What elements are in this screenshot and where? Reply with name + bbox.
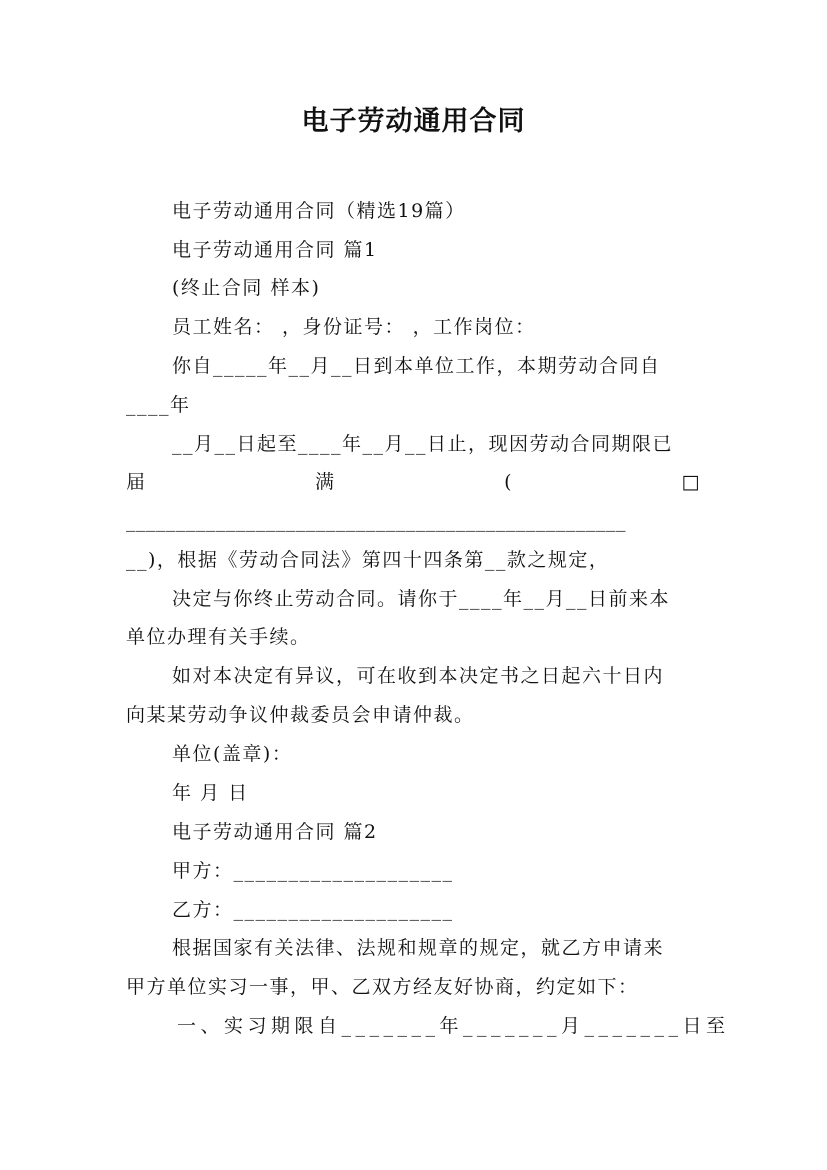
paragraph-line: 根据国家有关法律、法规和规章的规定，就乙方申请来: [172, 937, 665, 959]
paragraph-line: 电子劳动通用合同 篇2: [172, 821, 378, 843]
paragraph-line: (终止合同 样本): [172, 277, 321, 299]
paragraph-line: 向某某劳动争议仲裁委员会申请仲裁。: [126, 704, 475, 726]
paragraph-line: 一、实习期限自_______年_______月_______日至: [177, 1015, 730, 1037]
paragraph-line: 年 月 日: [172, 782, 249, 804]
party-b-line: 乙方：____________________: [172, 899, 454, 921]
paragraph-line: __)，根据《劳动合同法》第四十四条第__款之规定，: [126, 549, 610, 571]
paragraph-line: 甲方单位实习一事，甲、乙双方经友好协商，约定如下：: [126, 976, 639, 998]
document-title: 电子劳动通用合同: [301, 106, 526, 137]
spread-char: (: [504, 471, 514, 493]
paragraph-line: __月__日起至____年__月__日止，现因劳动合同期限已: [172, 433, 674, 455]
paragraph-line: 如对本决定有异议，可在收到本决定书之日起六十日内: [172, 665, 665, 687]
spread-line: [126, 467, 701, 497]
paragraph-line: 你自_____年__月__日到本单位工作，本期劳动合同自: [172, 355, 661, 377]
paragraph-line: 员工姓名： ，身份证号： ，工作岗位：: [172, 316, 536, 338]
spread-char: 届: [126, 471, 147, 493]
paragraph-line: 单位办理有关手续。: [126, 626, 311, 648]
party-a-line: 甲方：____________________: [172, 860, 454, 882]
paragraph-line: 单位(盖章)：: [172, 743, 293, 765]
paragraph-line: 电子劳动通用合同 篇1: [172, 239, 378, 261]
spread-char: 满: [315, 471, 336, 493]
checkbox-glyph: □: [681, 471, 701, 493]
paragraph-line: 电子劳动通用合同（精选19篇）: [172, 200, 466, 222]
paragraph-line: ____年: [126, 394, 191, 416]
blank-underline: __________________________________________________: [126, 510, 626, 532]
paragraph-line: 决定与你终止劳动合同。请你于____年__月__日前来本: [172, 588, 671, 610]
